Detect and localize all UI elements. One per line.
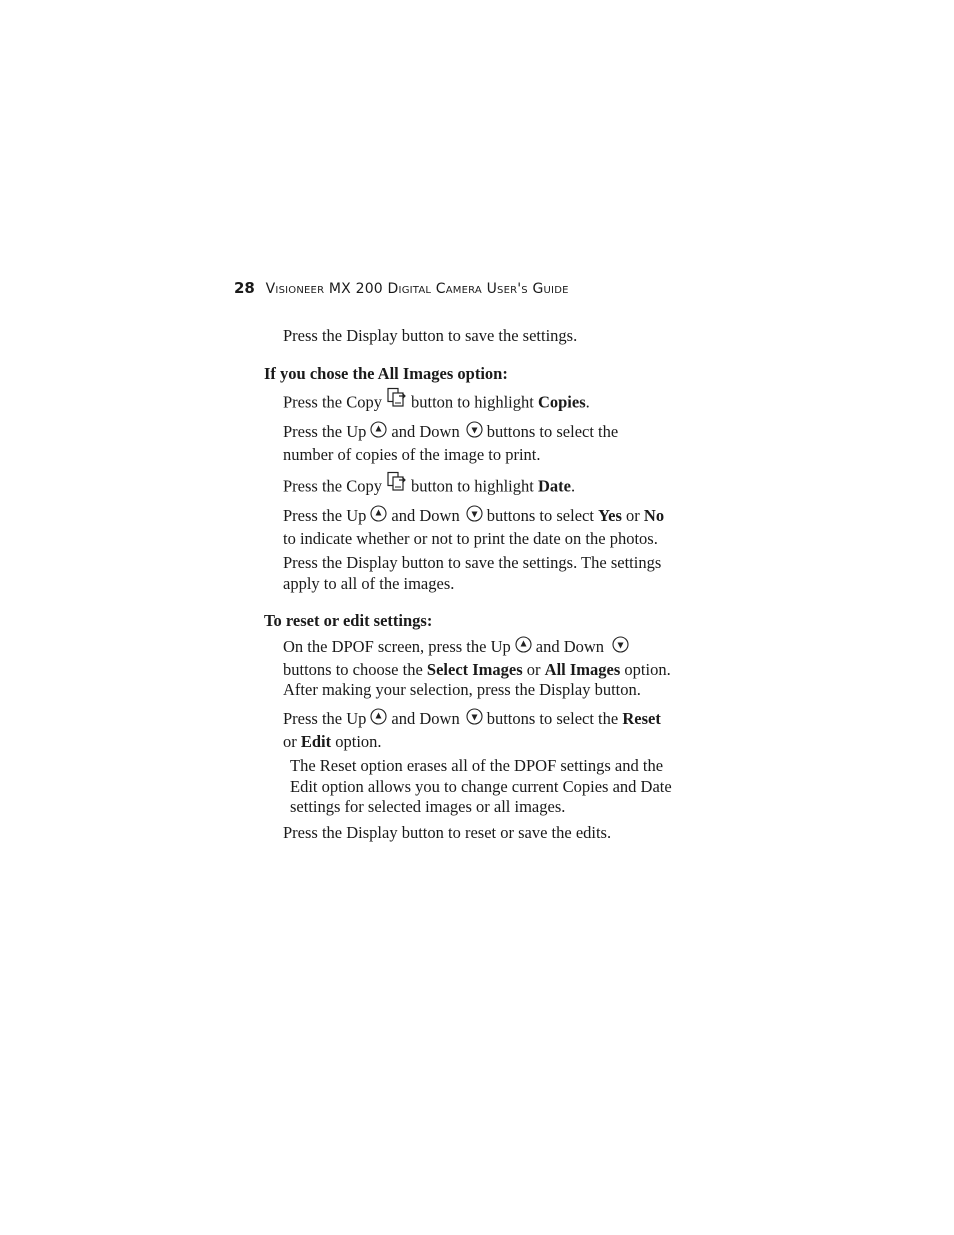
paragraph-copy-copies: Press the Copy button to highlight Copies. (283, 390, 590, 418)
running-title: Visioneer MX 200 Digital Camera User's Guide (265, 281, 569, 297)
down-button-icon (466, 708, 483, 731)
heading-reset-edit: To reset or edit settings: (264, 611, 433, 630)
up-button-icon (370, 421, 387, 444)
paragraph-select-copies: Press the Up and Down buttons to select the number of copies of the image to print. (283, 422, 619, 464)
paragraph-save-settings: Press the Display button to save the settings. (283, 326, 578, 345)
paragraph-select-yes-no: Press the Up and Down buttons to select Yes or No to indicate whether or not to print the date on the photos. (283, 506, 665, 548)
copy-button-icon (386, 471, 408, 499)
page-header (234, 279, 569, 297)
up-button-icon (370, 708, 387, 731)
down-button-icon (612, 636, 629, 659)
page-number: 28 (234, 279, 255, 297)
up-button-icon (370, 505, 387, 528)
up-button-icon (515, 636, 532, 659)
down-button-icon (466, 421, 483, 444)
down-button-icon (466, 505, 483, 528)
paragraph-select-reset-edit: Press the Up and Down buttons to select the Reset or Edit option. (283, 709, 661, 751)
heading-all-images: If you chose the All Images option: (264, 364, 508, 383)
paragraph-reset-explanation: The Reset option erases all of the DPOF settings and the Edit option allows you to change current Copies and Date settings for selected images or all images. (290, 756, 672, 816)
paragraph-dpof-screen: On the DPOF screen, press the Up and Down buttons to choose the Select Images or All Images option. After making your selection, press the Display button. (283, 637, 671, 699)
paragraph-reset-save-edits: Press the Display button to reset or save the edits. (283, 823, 612, 842)
paragraph-apply-all: Press the Display button to save the settings. The settings apply to all of the images. (283, 553, 662, 593)
copy-button-icon (386, 387, 408, 415)
paragraph-copy-date: Press the Copy button to highlight Date. (283, 474, 575, 502)
